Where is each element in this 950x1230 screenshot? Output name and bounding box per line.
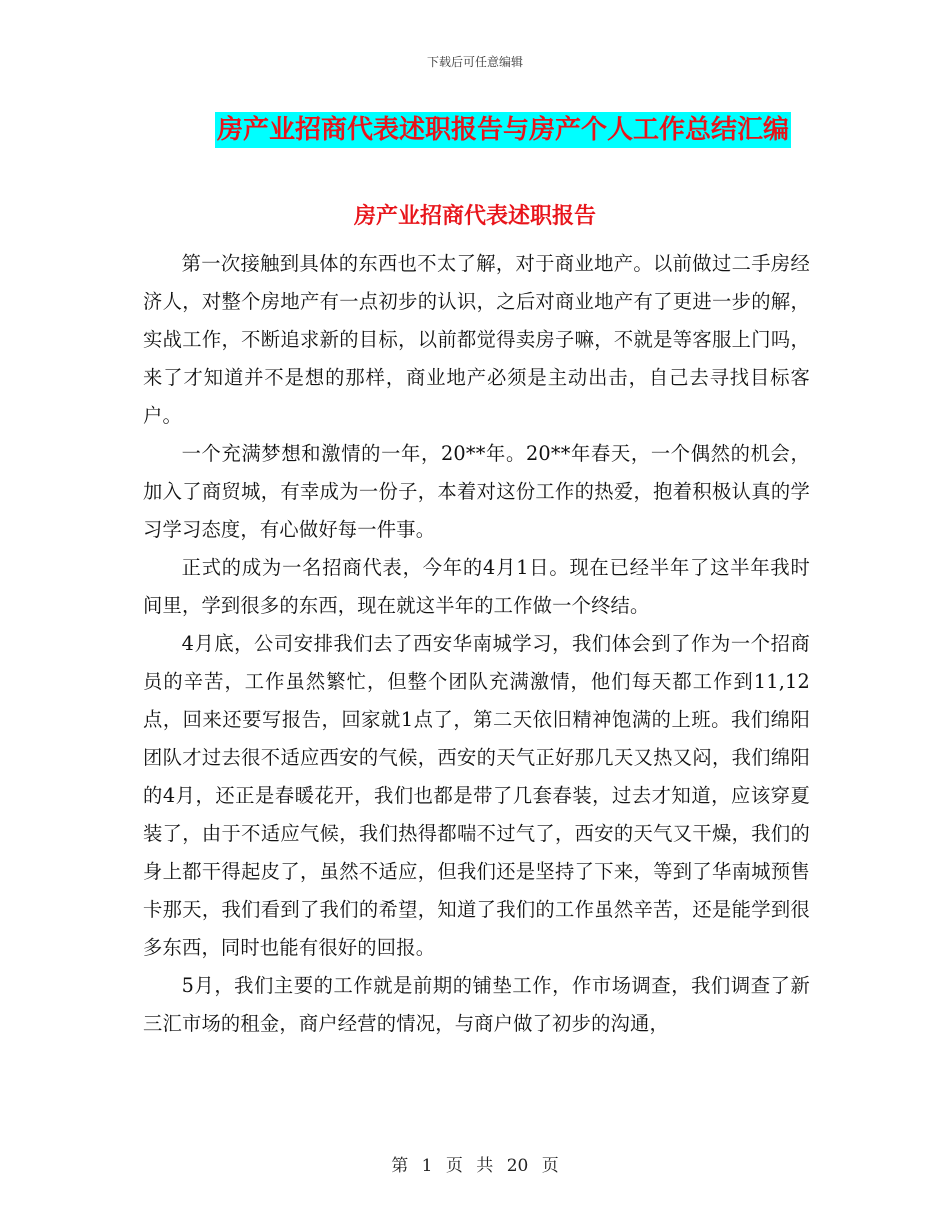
- paragraph: 一个充满梦想和激情的一年，20**年。20**年春天，一个偶然的机会，加入了商贸城，有幸成为一份子，本着对这份工作的热爱，抱着积极认真的学习学习态度，有心做好每一件事。: [143, 442, 810, 541]
- document-title: 房产业招商代表述职报告与房产个人工作总结汇编: [215, 112, 791, 148]
- paragraph: 正式的成为一名招商代表，今年的4月1日。现在已经半年了这半年我时间里，学到很多的东西，现在就这半年的工作做一个终结。: [143, 556, 810, 617]
- document-title-container: [0, 112, 950, 148]
- paragraph: 4月底，公司安排我们去了西安华南城学习，我们体会到了作为一个招商员的辛苦，工作虽然繁忙，但整个团队充满激情，他们每天都工作到11,12点，回来还要写报告，回家就1点了，第二天依旧精神饱满的上班。我们绵阳团队才过去很不适应西安的气候，西安的天气正好那几天又热又闷，我们绵阳的4月，还正是春暖花开，我们也都是带了几套春装，过去才知道，应该穿夏装了，由于不适应气候，我们热得都喘不过气了，西安的天气又干燥，我们的身上都干得起皮了，虽然不适应，但我们还是坚持了下来，等到了华南城预售卡那天，我们看到了我们的希望，知道了我们的工作虽然辛苦，还是能学到很多东西，同时也能有很好的回报。: [143, 632, 810, 959]
- page-header-note: 下载后可任意编辑: [426, 55, 523, 69]
- paragraph: 第一次接触到具体的东西也不太了解，对于商业地产。以前做过二手房经济人，对整个房地产有一点初步的认识，之后对商业地产有了更进一步的解，实战工作，不断追求新的目标，以前都觉得卖房子嘛，不就是等客服上门吗，来了才知道并不是想的那样，商业地产必须是主动出击，自己去寻找目标客户。: [143, 252, 810, 427]
- paragraph: 5月，我们主要的工作就是前期的铺垫工作，作市场调查，我们调查了新三汇市场的租金，商户经营的情况，与商户做了初步的沟通，: [143, 974, 810, 1035]
- document-body: [143, 245, 810, 1043]
- section-title: 房产业招商代表述职报告: [353, 203, 596, 229]
- page-number: 第 1 页 共 20 页: [391, 1156, 559, 1176]
